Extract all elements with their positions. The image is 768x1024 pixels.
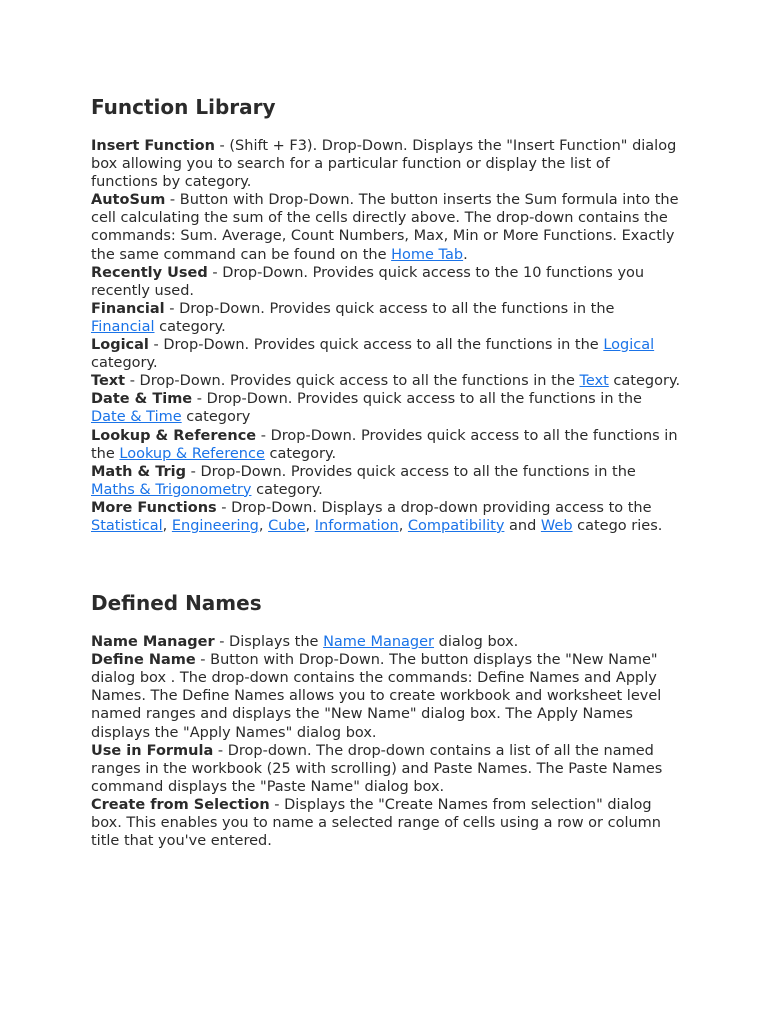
link-logical[interactable]: Logical	[603, 337, 655, 354]
entry-term: Create from Selection	[91, 796, 270, 813]
entry-term: Date & Time	[91, 391, 193, 408]
link-statistical[interactable]: Statistical	[91, 517, 163, 534]
entry-text: - Displays the "Create Names from selection" dialog box. This enables you to name a selected range of cells using a row or column title that you've entered.	[91, 796, 661, 850]
link-information[interactable]: Information	[314, 517, 399, 534]
entry-insert-function	[91, 137, 681, 191]
entry-term: Logical	[91, 337, 149, 354]
entry-name-manager	[91, 633, 681, 651]
entry-text: and	[504, 517, 541, 534]
entry-term: Math & Trig	[91, 463, 187, 480]
entry-text: - Drop-Down. Displays a drop-down providing access to the	[216, 499, 652, 516]
entry-lookup-reference	[91, 427, 681, 463]
entry-financial	[91, 300, 681, 336]
link-cube[interactable]: Cube	[268, 517, 306, 534]
entry-date-time	[91, 390, 681, 426]
entry-text: - (Shift + F3). Drop-Down. Displays the "Insert Function" dialog box allowing you to search for a particular function or display the list of functions by category.	[91, 138, 677, 191]
entry-text: ,	[305, 517, 315, 534]
entry-text: catego ries.	[572, 517, 663, 534]
entry-text: category.	[251, 481, 323, 498]
entry-text: - Drop-down. The drop-down contains a list of all the named ranges in the workbook (25 with scrolling) and Paste Names. The Paste Names command displays the "Paste Name" dialog box.	[91, 742, 663, 795]
entry-create-from-selection	[91, 796, 681, 850]
entry-more-functions	[91, 499, 681, 535]
entry-autosum	[91, 191, 681, 263]
entry-text: - Drop-Down. Provides quick access to all the functions in the	[148, 337, 604, 354]
entry-text: category.	[608, 373, 681, 390]
entry-text: - Drop-Down. Provides quick access to all the functions in the	[125, 373, 580, 390]
entry-text	[91, 372, 681, 390]
entry-recently-used	[91, 264, 681, 300]
entry-term: More Functions	[91, 499, 217, 516]
link-lookup-reference[interactable]: Lookup & Reference	[119, 445, 265, 462]
entry-term: Name Manager	[91, 634, 215, 651]
entry-text: dialog box.	[434, 634, 519, 651]
entry-text: - Drop-Down. Provides quick access to the 10 functions you recently used.	[91, 264, 645, 299]
section-defined-names	[91, 589, 681, 850]
entry-term: Define Name	[91, 652, 196, 669]
entry-text: - Button with Drop-Down. The button displays the "New Name" dialog box . The drop-down contains the commands: Define Names and Apply Names. The Define Names allows you to create workbook and worksheet level named ranges and displays the "New Name" dialog box. The Apply Names displays the "Apply Names" dialog box.	[91, 652, 662, 741]
entry-term: Financial	[91, 300, 165, 317]
link-maths-trigonometry[interactable]: Maths & Trigonometry	[91, 481, 252, 498]
link-text[interactable]: Text	[579, 373, 609, 390]
entry-term: Text	[91, 373, 126, 390]
entry-text: .	[463, 246, 468, 263]
link-name-manager[interactable]: Name Manager	[323, 634, 435, 651]
document-page	[91, 93, 681, 850]
entry-text: ,	[162, 517, 172, 534]
entry-term: AutoSum	[91, 192, 166, 209]
entry-text: category.	[91, 355, 158, 372]
entry-text: ,	[398, 517, 408, 534]
entry-use-in-formula	[91, 742, 681, 796]
entry-text: category.	[264, 445, 337, 462]
entry-text: category	[181, 409, 251, 426]
entry-term: Lookup & Reference	[91, 427, 257, 444]
entry-text: category.	[154, 318, 226, 335]
entry-text: - Displays the	[214, 634, 324, 651]
link-financial[interactable]: Financial	[91, 318, 155, 335]
entry-text: - Drop-Down. Provides quick access to all the functions in the	[91, 427, 678, 462]
section-heading: Defined Names	[91, 591, 262, 616]
entry-math-trig	[91, 463, 681, 499]
entry-define-name	[91, 651, 681, 741]
link-home-tab[interactable]: Home Tab	[391, 246, 464, 263]
section-function-library	[91, 93, 681, 535]
link-date-time[interactable]: Date & Time	[91, 409, 182, 426]
entry-list	[91, 633, 681, 850]
entry-logical	[91, 336, 681, 372]
entry-text: ,	[258, 517, 269, 534]
entry-text: - Button with Drop-Down. The button inserts the Sum formula into the cell calculating the sum of the cells directly above. The drop-down contains the commands: Sum. Average, Count Numbers, Max, Min or More Functions. Exactly the same command can be found on the	[91, 192, 679, 263]
entry-text: - Drop-Down. Provides quick access to all the functions in the	[164, 300, 615, 317]
link-engineering[interactable]: Engineering	[171, 517, 259, 534]
section-heading: Function Library	[91, 95, 276, 119]
entry-term: Use in Formula	[91, 742, 214, 759]
entry-text: - Drop-Down. Provides quick access to all the functions in the	[192, 391, 642, 408]
link-web[interactable]: Web	[540, 517, 573, 534]
link-compatibility[interactable]: Compatibility	[407, 517, 505, 534]
entry-text: - Drop-Down. Provides quick access to all the functions in the	[186, 463, 636, 480]
entry-term: Recently Used	[91, 264, 208, 281]
entry-list	[91, 137, 681, 535]
entry-term: Insert Function	[91, 138, 215, 154]
